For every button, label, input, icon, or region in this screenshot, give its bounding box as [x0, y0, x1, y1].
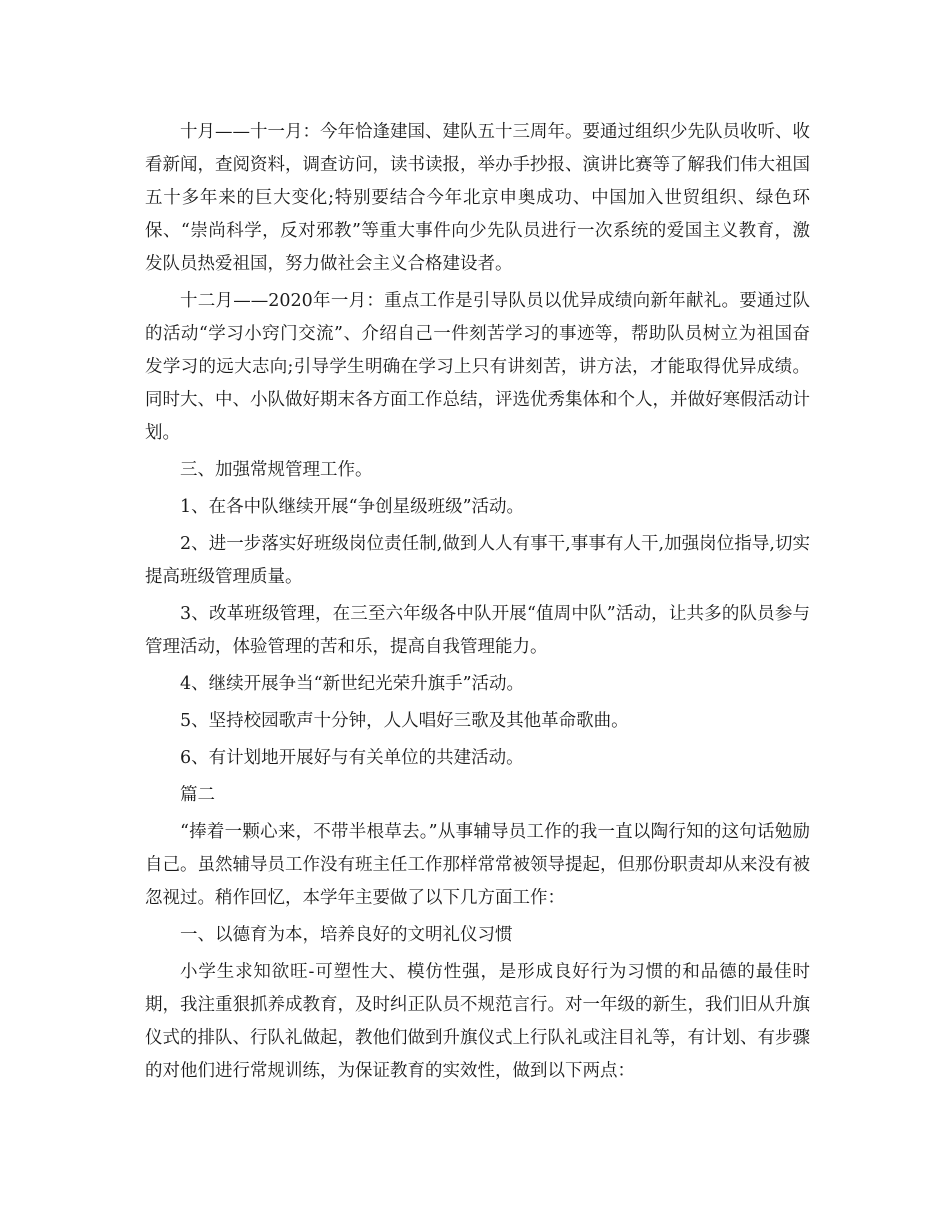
part-two-heading: 篇二 — [180, 785, 215, 805]
list-item-6: 6、有计划地开展好与有关单位的共建活动。 — [180, 748, 524, 768]
list-item-2: 2、进一步落实好班级岗位责任制,做到人人有事干,事事有人干,加强岗位指导,切实提高班级管理质量。 — [145, 534, 810, 587]
paragraph-dec-jan: 十二月——2020年一月：重点工作是引导队员以优异成绩向新年献礼。要通过队的活动“学习小窍门交流”、介绍自己一件刻苦学习的事迹等，帮助队员树立为祖国奋发学习的远大志向;引导学生明确在学习上只有讲刻苦，讲方法，才能取得优异成绩。同时大、中、小队做好期末各方面工作总结，评选优秀集体和个人，并做好寒假活动计划。 — [145, 291, 810, 443]
paragraph-oct-nov: 十月——十一月：今年恰逢建国、建队五十三周年。要通过组织少先队员收听、收看新闻，查阅资料，调查访问，读书读报，举办手抄报、演讲比赛等了解我们伟大祖国五十多年来的巨大变化;特别要结合今年北京申奥成功、中国加入世贸组织、绿色环保、“崇尚科学，反对邪教”等重大事件向少先队员进行一次系统的爱国主义教育，激发队员热爱祖国，努力做社会主义合格建设者。 — [145, 122, 810, 274]
list-item-3: 3、改革班级管理，在三至六年级各中队开展“值周中队”活动，让共多的队员参与管理活动，体验管理的苦和乐，提高自我管理能力。 — [145, 604, 810, 657]
paragraph-intro-quote: “捧着一颗心来，不带半根草去。”从事辅导员工作的我一直以陶行知的这句话勉励自己。虽然辅导员工作没有班主任工作那样常常被领导提起，但那份职责却从来没有被忽视过。稍作回忆，本学年主要做了以下几方面工作： — [145, 822, 810, 908]
document-body — [145, 116, 810, 1092]
section-heading-moral-education: 一、以德育为本，培养良好的文明礼仪习惯 — [180, 925, 513, 945]
paragraph-habits: 小学生求知欲旺-可塑性大、模仿性强，是形成良好行为习惯的和品德的最佳时期，我注重狠抓养成教育，及时纠正队员不规范言行。对一年级的新生，我们旧从升旗仪式的排队、行队礼做起，教他们做到升旗仪式上行队礼或注目礼等，有计划、有步骤的对他们进行常规训练，为保证教育的实效性，做到以下两点： — [145, 962, 810, 1081]
section-heading-routine-management: 三、加强常规管理工作。 — [180, 460, 373, 480]
list-item-5: 5、坚持校园歌声十分钟，人人唱好三歌及其他革命歌曲。 — [180, 711, 629, 731]
list-item-4: 4、继续开展争当“新世纪光荣升旗手”活动。 — [180, 674, 525, 694]
list-item-1: 1、在各中队继续开展“争创星级班级”活动。 — [180, 497, 525, 517]
